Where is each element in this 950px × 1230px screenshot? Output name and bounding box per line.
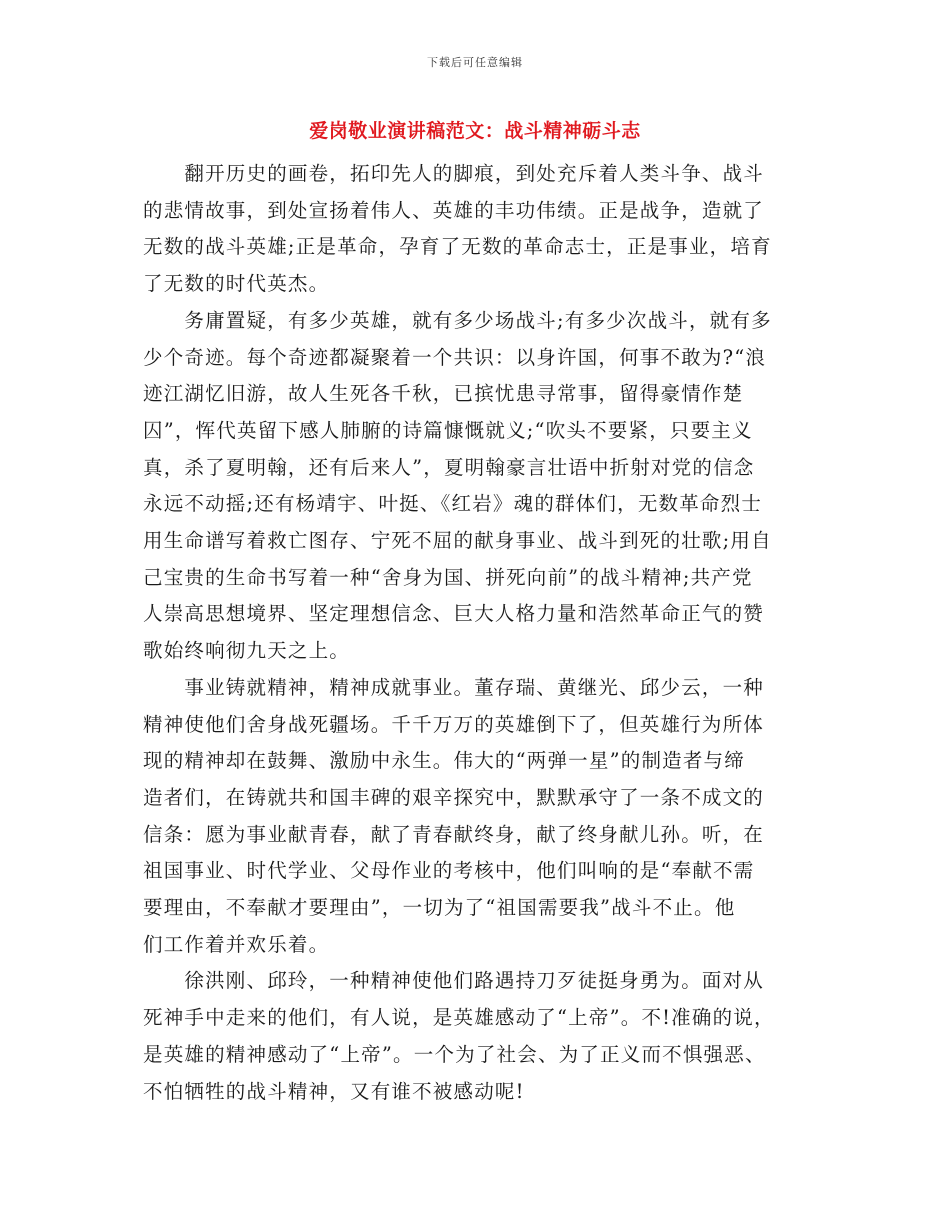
text-line: 造者们，在铸就共和国丰碑的艰辛探究中，默默承守了一条不成文的 [143,785,765,809]
text-line: 歌始终响彻九天之上。 [143,639,351,663]
text-line: 少个奇迹。每个奇迹都凝聚着一个共识：以身许国，何事不敢为?“浪 [143,345,767,369]
document-title: 爱岗敬业演讲稿范文：战斗精神砺斗志 [309,120,641,142]
text-line: 祖国事业、时代学业、父母作业的考核中，他们叫响的是“奉献不需 [143,859,755,883]
text-line: 无数的战斗英雄;正是革命，孕育了无数的革命志士，正是事业，培育 [143,235,772,259]
text-line: 事业铸就精神，精神成就事业。董存瑞、黄继光、邱少云，一种 [143,675,765,699]
text-line: 不怕牺牲的战斗精神，又有谁不被感动呢! [143,1079,525,1103]
text-line: 翻开历史的画卷，拓印先人的脚痕，到处充斥着人类斗争、战斗 [143,162,765,185]
text-line: 是英雄的精神感动了“上帝”。一个为了社会、为了正义而不惧强恶、 [143,1042,766,1066]
text-line: 死神手中走来的他们，有人说，是英雄感动了“上帝”。不!准确的说， [143,1006,775,1030]
paragraph-4 [143,963,815,1110]
text-line: 精神使他们舍身战死疆场。千千万万的英雄倒下了，但英雄行为所体 [143,712,765,736]
text-line: 徐洪刚、邱玲，一种精神使他们路遇持刀歹徒挺身勇为。面对从 [143,969,765,993]
text-line: 们工作着并欢乐着。 [143,932,330,956]
text-line: 真，杀了夏明翰，还有后来人”，夏明翰豪言壮语中折射对党的信念 [143,455,755,479]
paragraph-1 [143,156,815,303]
text-line: 现的精神却在鼓舞、激励中永生。伟大的“两弹一星”的制造者与缔 [143,749,745,773]
document-body [143,156,815,1110]
text-line: 了无数的时代英杰。 [143,272,330,296]
text-line: 用生命谱写着救亡图存、宁死不屈的献身事业、战斗到死的壮歌;用自 [143,529,772,553]
text-line: 囚”，恽代英留下感人肺腑的诗篇慷慨就义;“吹头不要紧，只要主义 [143,418,753,442]
paragraph-3 [143,670,815,964]
paragraph-2 [143,303,815,670]
text-line: 永远不动摇;还有杨靖宇、叶挺、《红岩》魂的群体们，无数革命烈士 [143,492,763,516]
text-line: 人崇高思想境界、坚定理想信念、巨大人格力量和浩然革命正气的赞 [143,602,765,626]
text-line: 要理由，不奉献才要理由”，一切为了“祖国需要我”战斗不止。他 [143,896,736,920]
header-note: 下载后可任意编辑 [427,56,523,69]
text-line: 的悲情故事，到处宣扬着伟人、英雄的丰功伟绩。正是战争，造就了 [143,198,765,222]
text-line: 务庸置疑，有多少英雄，就有多少场战斗;有多少次战斗，就有多 [143,308,772,332]
text-line: 信条：愿为事业献青春，献了青春献终身，献了终身献儿孙。听，在 [143,822,765,846]
text-line: 己宝贵的生命书写着一种“舍身为国、拼死向前”的战斗精神;共产党 [143,565,753,589]
text-line: 迹江湖忆旧游，故人生死各千秋，已摈忧患寻常事，留得豪情作楚 [143,382,744,406]
